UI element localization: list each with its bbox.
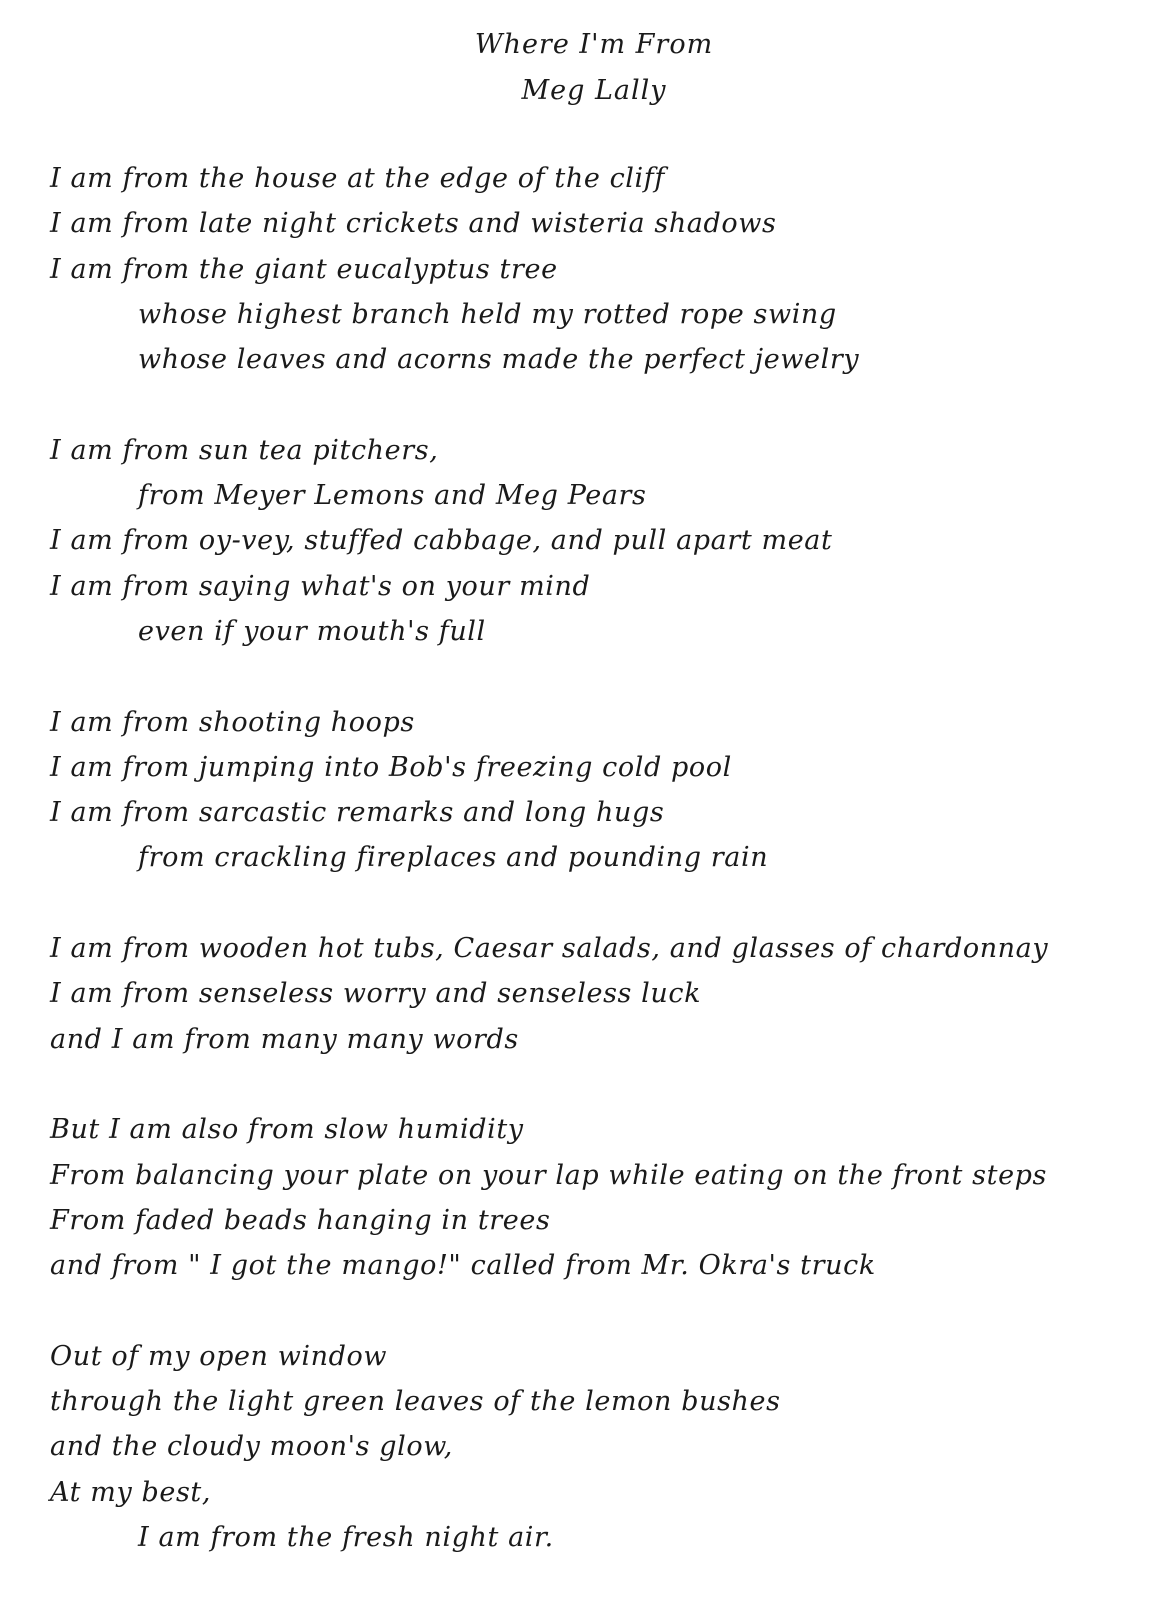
poem-line: even if your mouth's full [138, 615, 486, 647]
stanza [50, 156, 1140, 382]
stanza-gap [50, 881, 1140, 926]
poem-title: Where I'm From [474, 29, 714, 60]
stanza-gap [50, 654, 1140, 699]
stanza [50, 1107, 1140, 1288]
poem-line: whose leaves and acorns made the perfect jewelry [138, 344, 860, 376]
title-block [0, 22, 1153, 114]
stanza [50, 1334, 1140, 1560]
poem-author: Meg Lally [521, 75, 667, 106]
poem-line: from crackling fireplaces and pounding rain [138, 842, 769, 874]
poem-line: I am from the house at the edge of the cliff [50, 163, 665, 194]
poem-line: I am from jumping into Bob's freezing cold pool [50, 751, 732, 783]
poem-line: From faded beads hanging in trees [50, 1204, 551, 1236]
poem-line: Out of my open window [50, 1340, 388, 1372]
stanza-gap [50, 1062, 1140, 1107]
poem-line: But I am also from slow humidity [50, 1114, 524, 1146]
poem-line: I am from sun tea pitchers, [50, 434, 439, 466]
poem-line: from Meyer Lemons and Meg Pears [138, 480, 647, 512]
poem-line: whose highest branch held my rotted rope swing [138, 298, 837, 330]
poem-line: From balancing your plate on your lap while eating on the front steps [50, 1159, 1047, 1191]
poem-line: I am from oy-vey, stuffed cabbage, and pull apart meat [50, 525, 833, 557]
poem-line: and the cloudy moon's glow, [50, 1431, 453, 1463]
poem-line: and from " I got the mango!" called from Mr. Okra's truck [50, 1250, 876, 1282]
stanza [50, 926, 1140, 1062]
poem-line: I am from the fresh night air. [138, 1521, 554, 1553]
poem-line: I am from shooting hoops [50, 706, 415, 738]
poem-line: I am from late night crickets and wisteria shadows [50, 208, 777, 240]
stanza-gap [50, 382, 1140, 427]
poem-line: I am from the giant eucalyptus tree [50, 253, 558, 285]
poem-line: and I am from many many words [50, 1023, 519, 1055]
poem-line: At my best, [50, 1476, 212, 1508]
poem-line: I am from senseless worry and senseless luck [50, 978, 702, 1010]
stanza-gap [50, 1288, 1140, 1333]
stanza [50, 700, 1140, 881]
poem-line: I am from sarcastic remarks and long hugs [50, 797, 665, 829]
poem-line: I am from wooden hot tubs, Caesar salads, and glasses of chardonnay [50, 933, 1049, 965]
poem-line: through the light green leaves of the lemon bushes [50, 1386, 781, 1418]
poem-body [50, 156, 1140, 1560]
stanza [50, 428, 1140, 654]
poem-line: I am from saying what's on your mind [50, 570, 591, 602]
